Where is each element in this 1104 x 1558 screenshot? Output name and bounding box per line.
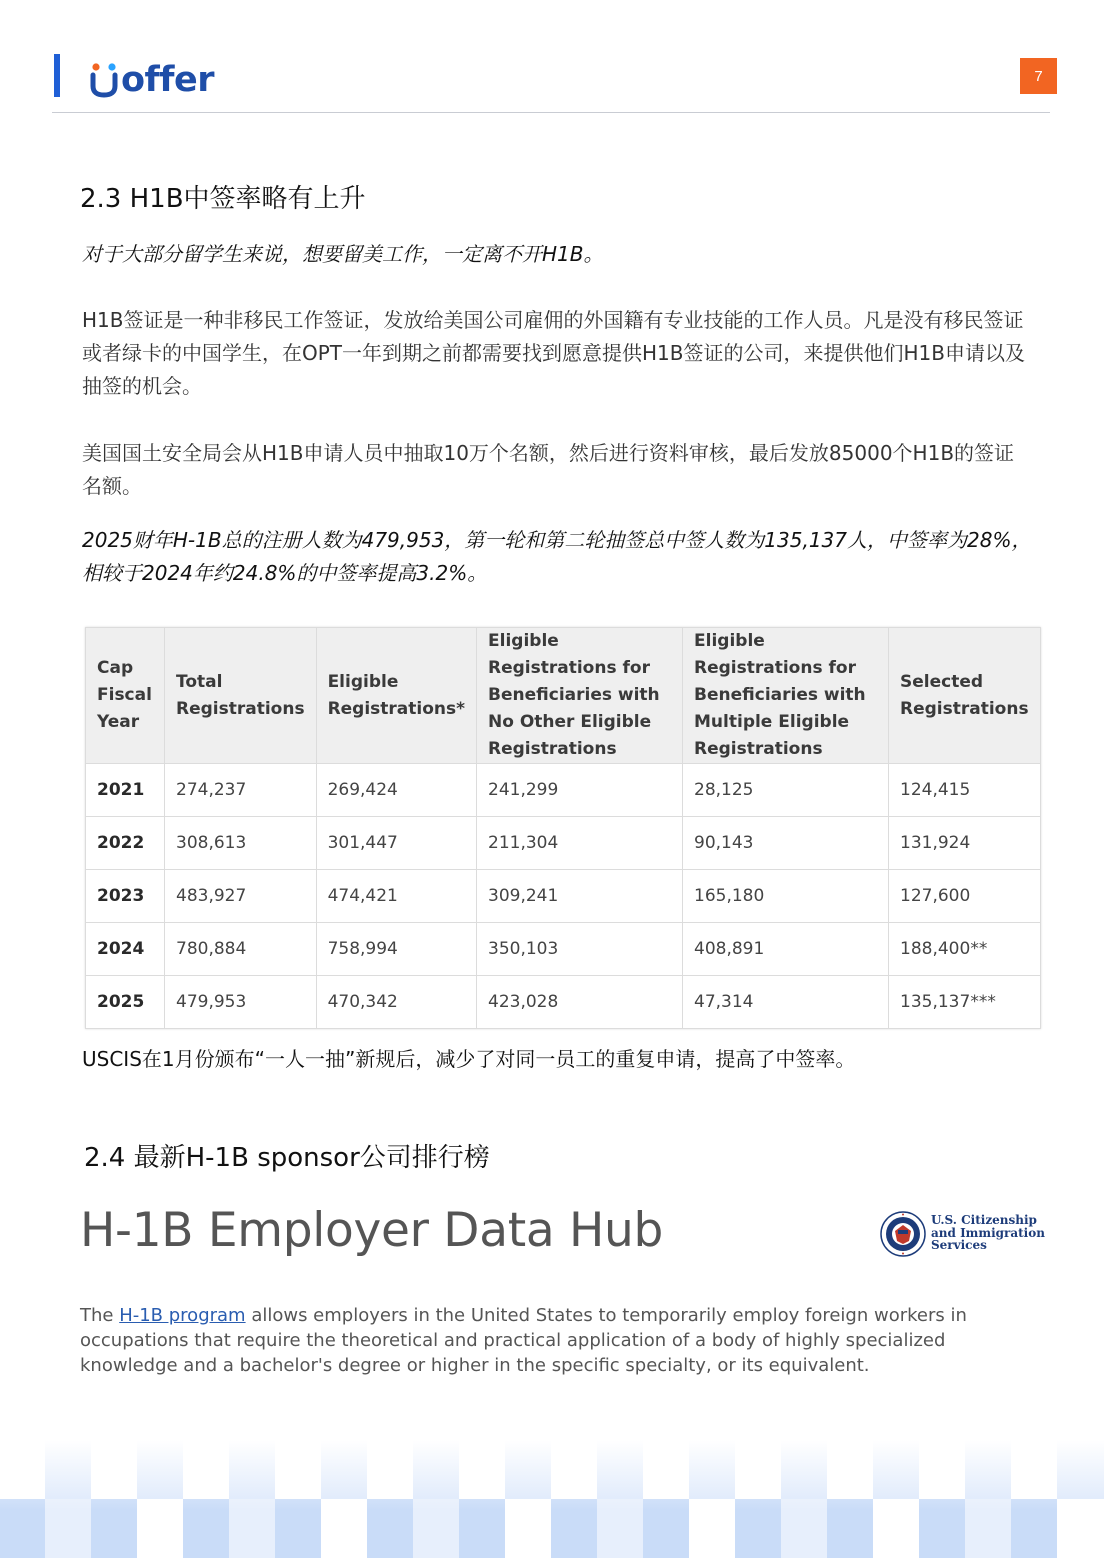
col-header-eligible-multiple: Eligible Registrations for Beneficiaries with Multiple Eligible Registrations (683, 628, 889, 764)
cell-selected: 131,924 (889, 817, 1041, 870)
cell-no-other: 211,304 (477, 817, 683, 870)
cell-eligible: 269,424 (316, 764, 476, 817)
table-header-row (86, 628, 1041, 764)
paragraph-h1b-definition: H1B签证是一种非移民工作签证，发放给美国公司雇佣的外国籍有专业技能的工作人员。凡是没有移民签证或者绿卡的中国学生，在OPT一年到期之前都需要找到愿意提供H1B签证的公司，来提供他们H1B申请以及抽签的机会。 (82, 308, 1025, 398)
cell-year: 2023 (86, 870, 165, 923)
agency-line-1: U.S. Citizenship (931, 1213, 1037, 1227)
col-header-selected-registrations: Selected Registrations (889, 628, 1041, 764)
paragraph-fy2025-stats: 2025财年H-1B总的注册人数为479,953，第一轮和第二轮抽签总中签人数为135,137人，中签率为28%，相较于2024年约24.8%的中签率提高3.2%。 (82, 528, 1032, 585)
uoffer-logo (90, 58, 214, 98)
hub-desc-suffix: allows employers in the United States to temporarily employ foreign workers in occupations that require the theoretical and practical application of a body of highly specialized knowledge and a bachelor's degree or higher in the specific specialty, or its equivalent. (80, 1305, 967, 1376)
cell-year: 2025 (86, 976, 165, 1029)
header-divider (52, 112, 1050, 113)
cell-multiple: 47,314 (683, 976, 889, 1029)
agency-line-2: and Immigration (931, 1225, 1045, 1240)
cell-no-other: 241,299 (477, 764, 683, 817)
header-accent-bar (54, 54, 60, 97)
page-number-badge: 7 (1020, 58, 1057, 94)
footer-decoration (0, 1440, 1104, 1558)
table-row (86, 764, 1041, 817)
cell-eligible: 470,342 (316, 976, 476, 1029)
cell-selected: 127,600 (889, 870, 1041, 923)
cell-eligible: 301,447 (316, 817, 476, 870)
col-header-eligible-no-other: Eligible Registrations for Beneficiaries with No Other Eligible Registrations (477, 628, 683, 764)
employer-data-hub-title: H-1B Employer Data Hub (80, 1203, 664, 1258)
agency-line-3: Services (931, 1238, 987, 1252)
cell-no-other: 309,241 (477, 870, 683, 923)
cell-total: 308,613 (165, 817, 317, 870)
uscis-agency-name (931, 1214, 1045, 1252)
table-row (86, 976, 1041, 1029)
cell-selected: 188,400** (889, 923, 1041, 976)
cell-no-other: 423,028 (477, 976, 683, 1029)
cell-multiple: 165,180 (683, 870, 889, 923)
cell-multiple: 408,891 (683, 923, 889, 976)
cell-eligible: 758,994 (316, 923, 476, 976)
cell-multiple: 90,143 (683, 817, 889, 870)
cell-selected: 135,137*** (889, 976, 1041, 1029)
cell-total: 780,884 (165, 923, 317, 976)
cell-no-other: 350,103 (477, 923, 683, 976)
section-heading-2-3: 2.3 H1B中签率略有上升 (80, 184, 366, 214)
cell-year: 2021 (86, 764, 165, 817)
cell-selected: 124,415 (889, 764, 1041, 817)
section-heading-2-4: 2.4 最新H-1B sponsor公司排行榜 (84, 1143, 490, 1173)
cell-total: 479,953 (165, 976, 317, 1029)
table-row (86, 817, 1041, 870)
table-row (86, 870, 1041, 923)
h1b-registrations-table (85, 627, 1041, 1029)
col-header-eligible-registrations: Eligible Registrations* (316, 628, 476, 764)
col-header-cap-fiscal-year: Cap Fiscal Year (86, 628, 165, 764)
h1b-program-link[interactable]: H-1B program (119, 1305, 246, 1326)
dhs-seal-icon (880, 1211, 926, 1257)
table-row (86, 923, 1041, 976)
cell-eligible: 474,421 (316, 870, 476, 923)
logo-mark-icon (90, 62, 120, 98)
lead-sentence: 对于大部分留学生来说，想要留美工作，一定离不开H1B。 (82, 242, 604, 266)
paragraph-h1b-quota: 美国国土安全局会从H1B申请人员中抽取10万个名额，然后进行资料审核，最后发放85000个H1B的签证名额。 (82, 441, 1015, 498)
logo-text: offer (121, 60, 214, 100)
hub-desc-prefix: The (80, 1305, 120, 1326)
uscis-rule-note: USCIS在1月份颁布“一人一抽”新规后，减少了对同一员工的重复申请，提高了中签率。 (82, 1047, 856, 1071)
cell-year: 2022 (86, 817, 165, 870)
cell-total: 274,237 (165, 764, 317, 817)
cell-year: 2024 (86, 923, 165, 976)
cell-total: 483,927 (165, 870, 317, 923)
hub-description (80, 1303, 1040, 1378)
cell-multiple: 28,125 (683, 764, 889, 817)
col-header-total-registrations: Total Registrations (165, 628, 317, 764)
